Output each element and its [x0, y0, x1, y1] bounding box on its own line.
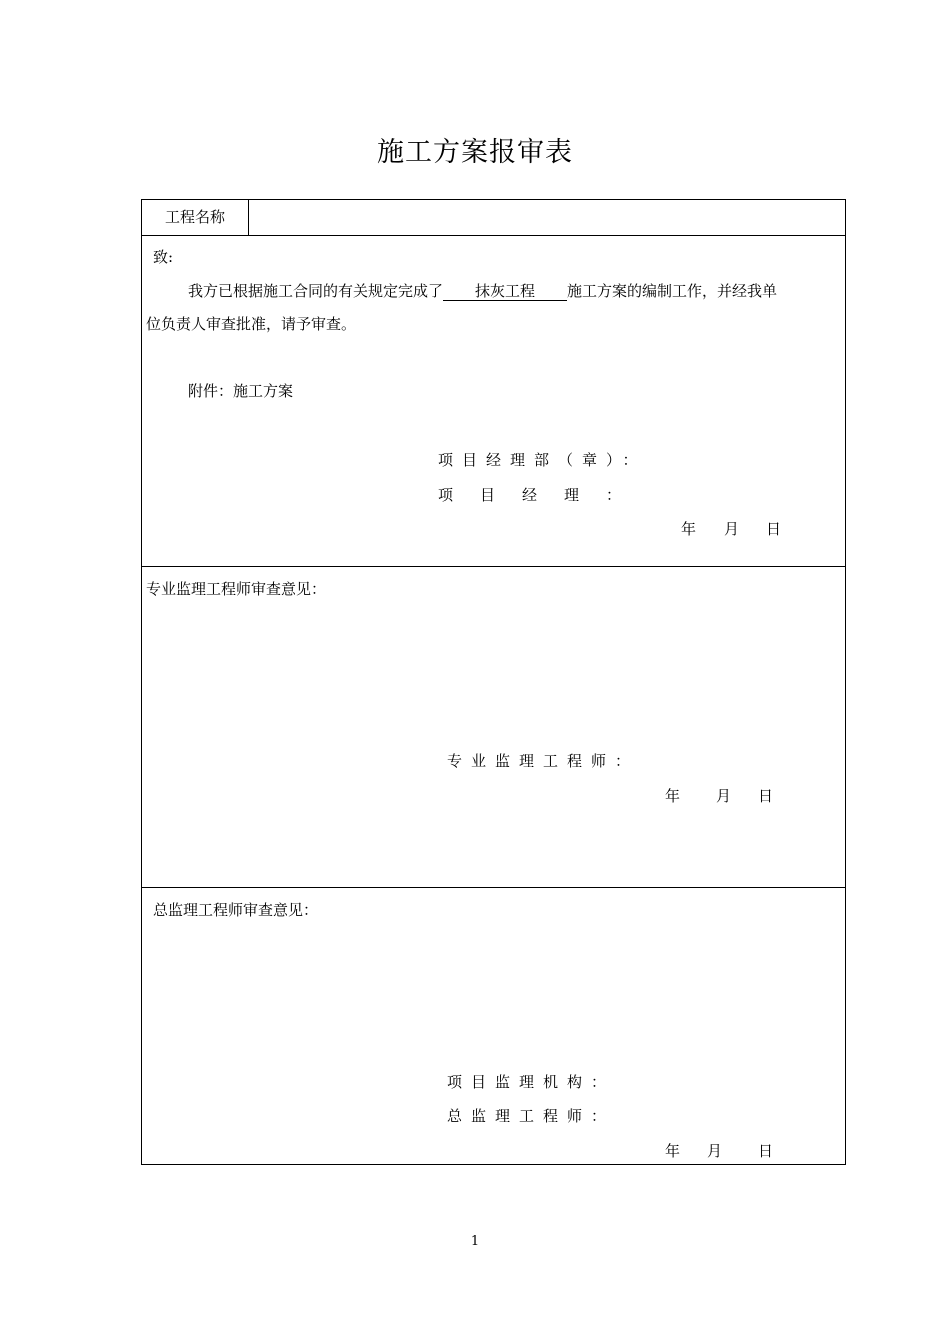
- project-dept-seal-label: 项目经理部（章）：: [438, 451, 647, 469]
- specialist-review-heading: 专业监理工程师审查意见：: [146, 580, 327, 598]
- form-title: 施工方案报审表: [377, 137, 573, 168]
- specialist-review-section: [142, 567, 845, 888]
- supervision-org-label: 项目监理机构：: [447, 1073, 616, 1091]
- statement-prefix: 我方已根据施工合同的有关规定完成了: [188, 282, 444, 300]
- review-form-table: [141, 199, 846, 1165]
- chief-date-month: 月: [707, 1142, 723, 1160]
- chief-date-day: 日: [758, 1142, 774, 1160]
- project-manager-label: 项目经理：: [438, 486, 649, 504]
- submission-section: [142, 236, 845, 567]
- specialist-engineer-label: 专业监理工程师：: [447, 752, 640, 770]
- chief-engineer-label: 总监理工程师：: [447, 1107, 616, 1125]
- submission-date-month: 月: [724, 520, 740, 538]
- chief-date-year: 年: [665, 1142, 681, 1160]
- page-number: 1: [470, 1234, 480, 1249]
- project-name-value[interactable]: [249, 200, 845, 235]
- project-name-row: [142, 200, 845, 236]
- addressee-label: 致:: [153, 248, 174, 266]
- specialist-date-day: 日: [758, 787, 774, 805]
- submission-date-year: 年: [681, 520, 697, 538]
- project-name-label: 工程名称: [142, 200, 249, 235]
- submission-statement-line2: 位负责人审查批准，请予审查。: [146, 315, 357, 333]
- chief-review-section: [142, 888, 845, 1164]
- specialist-date-year: 年: [665, 787, 681, 805]
- statement-suffix: 施工方案的编制工作，并经我单: [567, 282, 778, 300]
- attachment-label: 附件：施工方案: [188, 382, 294, 400]
- project-type-field[interactable]: 抹灰工程: [443, 282, 567, 301]
- specialist-date-month: 月: [716, 787, 732, 805]
- chief-review-heading: 总监理工程师审查意见：: [153, 901, 319, 919]
- submission-statement-line1: [188, 280, 777, 301]
- submission-date-day: 日: [766, 520, 782, 538]
